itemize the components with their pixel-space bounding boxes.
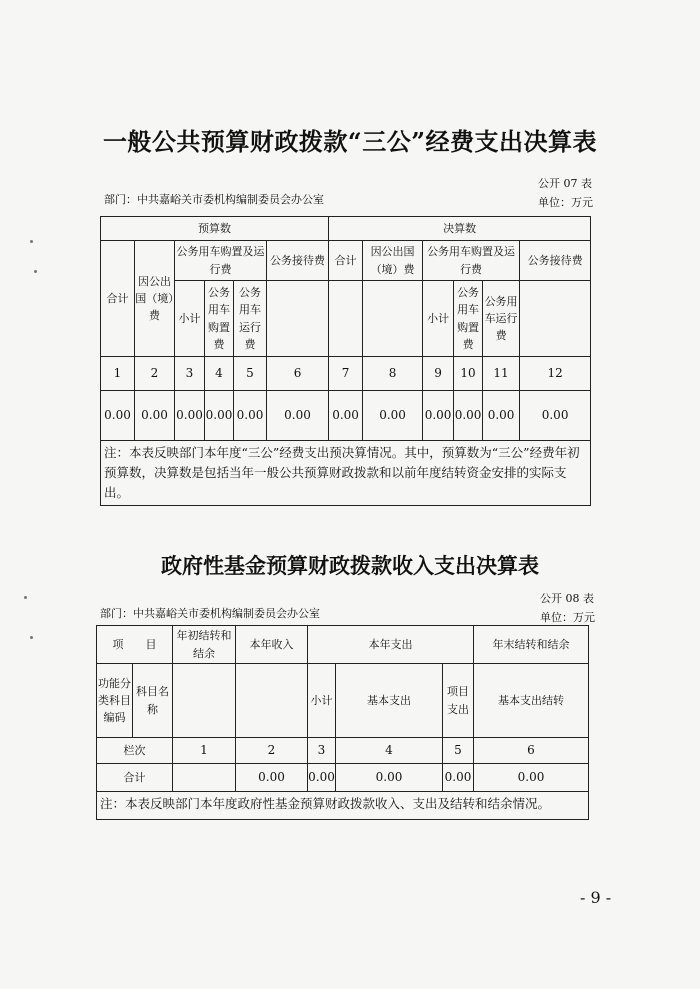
empty-cell bbox=[173, 664, 236, 738]
column-number: 6 bbox=[474, 738, 589, 764]
empty-cell bbox=[236, 664, 308, 738]
table1-code: 公开 07 表 bbox=[538, 177, 592, 190]
table1-dept: 部门：中共嘉峪关市委机构编制委员会办公室 bbox=[104, 193, 324, 206]
table2-title: 政府性基金预算财政拨款收入支出决算表 bbox=[161, 553, 539, 578]
empty-cell bbox=[520, 281, 591, 357]
column-number: 3 bbox=[175, 357, 205, 391]
value-cell: 0.00 bbox=[423, 391, 454, 441]
column-number: 9 bbox=[423, 357, 454, 391]
three-public-expense-table bbox=[100, 216, 591, 506]
table1-note: 注：本表反映部门本年度“三公”经费支出预决算情况。其中，预算数为“三公”经费年初预算数，决算数是包括当年一般公共预算财政拨款和以前年度结转资金安排的实际支出。 bbox=[101, 441, 591, 506]
value-cell: 0.00 bbox=[205, 391, 234, 441]
row-label: 栏次 bbox=[97, 738, 173, 764]
budget-abroad-header: 因公出国（境）费 bbox=[135, 241, 175, 357]
total-label: 合计 bbox=[97, 764, 173, 792]
value-cell: 0.00 bbox=[101, 391, 135, 441]
income-header: 本年收入 bbox=[236, 626, 308, 664]
column-number: 1 bbox=[173, 738, 236, 764]
value-cell: 0.00 bbox=[234, 391, 267, 441]
empty-cell bbox=[267, 281, 329, 357]
table1-unit: 单位：万元 bbox=[538, 196, 593, 209]
scan-speck bbox=[30, 636, 33, 639]
begin-balance-header: 年初结转和结余 bbox=[173, 626, 236, 664]
column-number: 2 bbox=[135, 357, 175, 391]
column-number: 5 bbox=[234, 357, 267, 391]
scan-speck bbox=[34, 270, 37, 273]
value-cell: 0.00 bbox=[329, 391, 363, 441]
budget-total-header: 合计 bbox=[101, 241, 135, 357]
column-number: 5 bbox=[443, 738, 474, 764]
value-cell: 0.00 bbox=[363, 391, 423, 441]
func-code-header: 功能分类科目编码 bbox=[97, 664, 133, 738]
scan-speck bbox=[24, 596, 27, 599]
end-balance-header: 年末结转和结余 bbox=[474, 626, 589, 664]
column-number: 10 bbox=[454, 357, 483, 391]
value-cell: 0.00 bbox=[236, 764, 308, 792]
column-number-row bbox=[101, 357, 591, 391]
final-car-header: 公务用车购置及运行费 bbox=[423, 241, 520, 281]
budget-car-operation-header: 公务用车运行费 bbox=[234, 281, 267, 357]
final-car-operation-header: 公务用车运行费 bbox=[483, 281, 520, 357]
final-subtotal-header: 小计 bbox=[423, 281, 454, 357]
column-number: 7 bbox=[329, 357, 363, 391]
values-row bbox=[101, 391, 591, 441]
value-cell: 0.00 bbox=[336, 764, 443, 792]
total-row bbox=[97, 764, 589, 792]
value-cell: 0.00 bbox=[308, 764, 336, 792]
table2-dept: 部门：中共嘉峪关市委机构编制委员会办公室 bbox=[100, 607, 320, 620]
final-header: 决算数 bbox=[329, 217, 591, 241]
scan-speck bbox=[30, 240, 33, 243]
budget-car-purchase-header: 公务用车购置费 bbox=[205, 281, 234, 357]
value-cell: 0.00 bbox=[267, 391, 329, 441]
final-car-purchase-header: 公务用车购置费 bbox=[454, 281, 483, 357]
value-cell: 0.00 bbox=[175, 391, 205, 441]
column-number: 4 bbox=[336, 738, 443, 764]
value-cell: 0.00 bbox=[474, 764, 589, 792]
item-header: 项 目 bbox=[97, 626, 173, 664]
empty-cell bbox=[363, 281, 423, 357]
table1-title: 一般公共预算财政拨款“三公”经费支出决算表 bbox=[102, 127, 598, 156]
government-fund-table bbox=[96, 625, 589, 820]
budget-car-header: 公务用车购置及运行费 bbox=[175, 241, 267, 281]
basic-expense-header: 基本支出 bbox=[336, 664, 443, 738]
final-abroad-header: 因公出国（境）费 bbox=[363, 241, 423, 281]
final-reception-header: 公务接待费 bbox=[520, 241, 591, 281]
value-cell: 0.00 bbox=[520, 391, 591, 441]
project-expense-header: 项目支出 bbox=[443, 664, 474, 738]
expense-header: 本年支出 bbox=[308, 626, 474, 664]
budget-header: 预算数 bbox=[101, 217, 329, 241]
value-cell: 0.00 bbox=[483, 391, 520, 441]
column-number: 2 bbox=[236, 738, 308, 764]
table2-note: 注：本表反映部门本年度政府性基金预算财政拨款收入、支出及结转和结余情况。 bbox=[97, 792, 589, 820]
subtotal-header: 小计 bbox=[308, 664, 336, 738]
page-number: - 9 - bbox=[580, 888, 612, 907]
column-number-row bbox=[97, 738, 589, 764]
budget-reception-header: 公务接待费 bbox=[267, 241, 329, 281]
table2-unit: 单位：万元 bbox=[540, 611, 595, 624]
empty-cell bbox=[329, 281, 363, 357]
value-cell: 0.00 bbox=[135, 391, 175, 441]
column-number: 11 bbox=[483, 357, 520, 391]
value-cell: 0.00 bbox=[454, 391, 483, 441]
value-cell: 0.00 bbox=[443, 764, 474, 792]
basic-carry-header: 基本支出结转 bbox=[474, 664, 589, 738]
table2-code: 公开 08 表 bbox=[540, 592, 594, 605]
column-number: 4 bbox=[205, 357, 234, 391]
column-number: 6 bbox=[267, 357, 329, 391]
value-cell bbox=[173, 764, 236, 792]
column-number: 1 bbox=[101, 357, 135, 391]
column-number: 12 bbox=[520, 357, 591, 391]
budget-subtotal-header: 小计 bbox=[175, 281, 205, 357]
column-number: 8 bbox=[363, 357, 423, 391]
column-number: 3 bbox=[308, 738, 336, 764]
subject-name-header: 科目名称 bbox=[133, 664, 173, 738]
final-total-header: 合计 bbox=[329, 241, 363, 281]
